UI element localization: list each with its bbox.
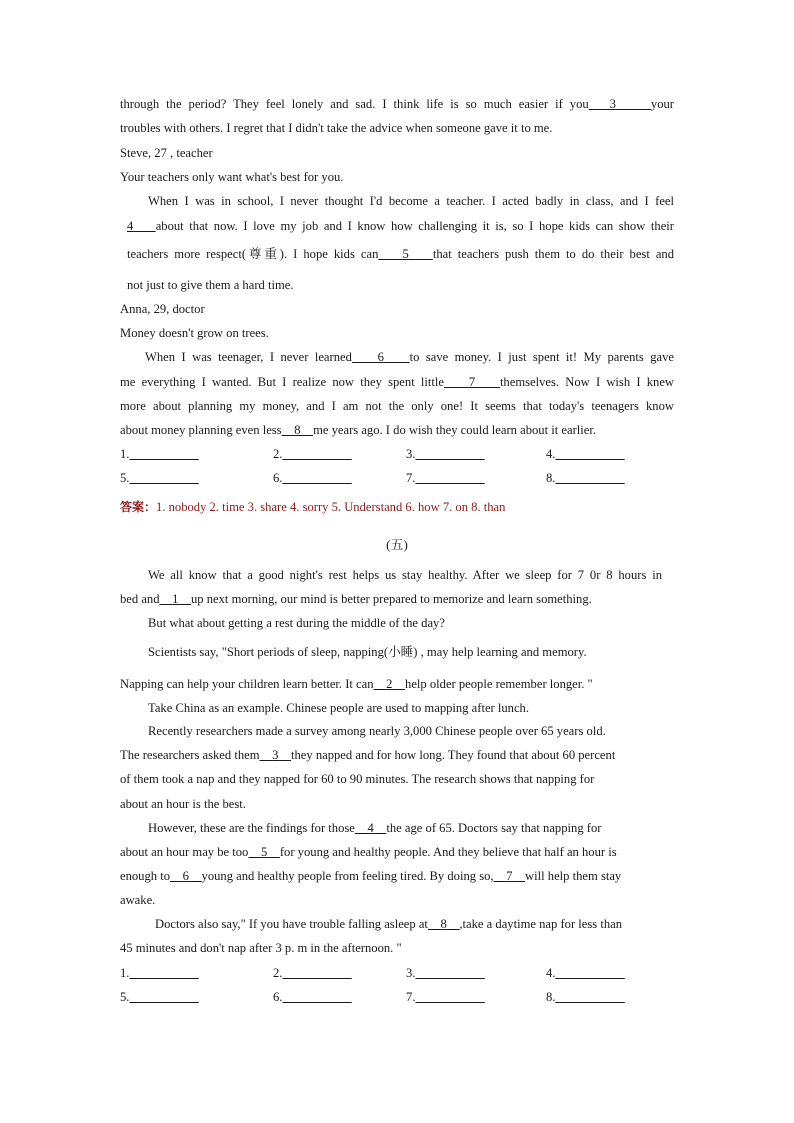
passage4-line: When I was in school, I never thought I'd become a teacher. I acted badly in class, and I feel bbox=[148, 194, 674, 208]
passage4-line: through the period? They feel lonely and sad. I think life is so much easier if you 3 your bbox=[120, 97, 674, 111]
passage5-line: Doctors also say," If you have trouble falling asleep at 8 ,take a daytime nap for less than bbox=[155, 917, 623, 931]
answer-blank[interactable]: 7 bbox=[468, 375, 476, 389]
section-heading: (五) bbox=[386, 537, 408, 552]
answer-line[interactable]: 3. bbox=[406, 966, 416, 980]
answer-line[interactable]: 6. bbox=[273, 471, 283, 485]
answer-line[interactable]: 4. bbox=[546, 447, 556, 461]
passage5-line: Take China as an example. Chinese people are used to mapping after lunch. bbox=[148, 701, 529, 715]
answer-blank[interactable]: 4 bbox=[367, 821, 374, 835]
anna-title: Money doesn't grow on trees. bbox=[120, 326, 269, 340]
speaker-steve: Steve, 27 , teacher bbox=[120, 146, 213, 160]
answer-blank[interactable]: 4 bbox=[127, 219, 134, 233]
passage4-line: more about planning my money, and I am not the only one! It seems that today's teenagers know bbox=[120, 399, 674, 413]
answer-line[interactable]: 1. bbox=[120, 447, 130, 461]
passage5-line: Napping can help your children learn better. It can 2 help older people remember longer. " bbox=[120, 677, 593, 691]
answer-blank[interactable]: 1 bbox=[172, 592, 179, 606]
passage5-line: We all know that a good night's rest helps us stay healthy. After we sleep for 7 0r 8 hours in bbox=[148, 568, 662, 582]
answer-line[interactable]: 5. bbox=[120, 990, 130, 1004]
passage4-line: 4 about that now. I love my job and I know how challenging it is, so I hope kids can show their bbox=[127, 219, 674, 233]
passage4-line: about money planning even less 8 me years ago. I do wish they could learn about it earlier. bbox=[120, 423, 596, 437]
answer-key: 答案：1. nobody 2. time 3. share 4. sorry 5. Understand 6. how 7. on 8. than bbox=[120, 500, 506, 514]
answer-line[interactable]: 8. bbox=[546, 990, 556, 1004]
answer-blank[interactable]: 5 bbox=[260, 845, 268, 859]
answer-line[interactable]: 3. bbox=[406, 447, 416, 461]
passage5-line: Scientists say, "Short periods of sleep, napping(小睡) , may help learning and memory. bbox=[148, 645, 587, 659]
passage5-line: However, these are the findings for those 4 the age of 65. Doctors say that napping for bbox=[148, 821, 602, 835]
answer-line[interactable]: 1. bbox=[120, 966, 130, 980]
answer-blank[interactable]: 8 bbox=[440, 917, 447, 931]
passage4-line: When I was teenager, I never learned 6 to save money. I just spent it! My parents gave bbox=[145, 350, 675, 364]
passage5-line: about an hour may be too 5 for young and healthy people. And they believe that half an hour is bbox=[120, 845, 617, 859]
answer-blank[interactable]: 2 bbox=[386, 677, 393, 691]
answer-blank[interactable]: 8 bbox=[294, 423, 301, 437]
passage5-line: of them took a nap and they napped for 60 to 90 minutes. The research shows that napping for bbox=[120, 772, 595, 786]
passage5-line: Recently researchers made a survey among nearly 3,000 Chinese people over 65 years old. bbox=[148, 724, 606, 738]
speaker-anna: Anna, 29, doctor bbox=[120, 302, 205, 316]
answer-line[interactable]: 2. bbox=[273, 966, 283, 980]
answer-blank[interactable]: 7 bbox=[506, 869, 513, 883]
answer-blank[interactable]: 6 bbox=[182, 869, 189, 883]
passage4-line: not just to give them a hard time. bbox=[127, 278, 294, 292]
passage4-line: me everything I wanted. But I realize now they spent little 7 themselves. Now I wish I knew bbox=[120, 375, 675, 389]
passage4-line: troubles with others. I regret that I didn't take the advice when someone gave it to me. bbox=[120, 121, 553, 135]
passage5-line: awake. bbox=[120, 893, 156, 907]
answer-line[interactable]: 6. bbox=[273, 990, 283, 1004]
answer-line[interactable]: 5. bbox=[120, 471, 130, 485]
answer-blank[interactable]: 3 bbox=[272, 748, 279, 762]
steve-title: Your teachers only want what's best for you. bbox=[120, 170, 344, 184]
passage5-line: bed and 1 up next morning, our mind is better prepared to memorize and learn something. bbox=[120, 592, 592, 606]
passage5-line: about an hour is the best. bbox=[120, 797, 246, 811]
answer-line[interactable]: 7. bbox=[406, 990, 416, 1004]
answer-line[interactable]: 7. bbox=[406, 471, 416, 485]
answer-line[interactable]: 4. bbox=[546, 966, 556, 980]
passage5-line: enough to 6 young and healthy people from feeling tired. By doing so, 7 will help them stay bbox=[120, 869, 622, 883]
answer-line[interactable]: 8. bbox=[546, 471, 556, 485]
answer-blank[interactable]: 6 bbox=[377, 350, 384, 364]
answer-blank[interactable]: 3 bbox=[609, 97, 616, 111]
passage4-line: teachers more respect(尊重). I hope kids can 5 that teachers push them to do their best and bbox=[127, 247, 675, 261]
passage5-line: But what about getting a rest during the middle of the day? bbox=[148, 616, 445, 630]
answer-blank[interactable]: 5 bbox=[402, 247, 409, 261]
answer-line[interactable]: 2. bbox=[273, 447, 283, 461]
passage5-line: 45 minutes and don't nap after 3 p. m in the afternoon. " bbox=[120, 941, 402, 955]
passage5-line: The researchers asked them 3 they napped and for how long. They found that about 60 percent bbox=[120, 748, 616, 762]
